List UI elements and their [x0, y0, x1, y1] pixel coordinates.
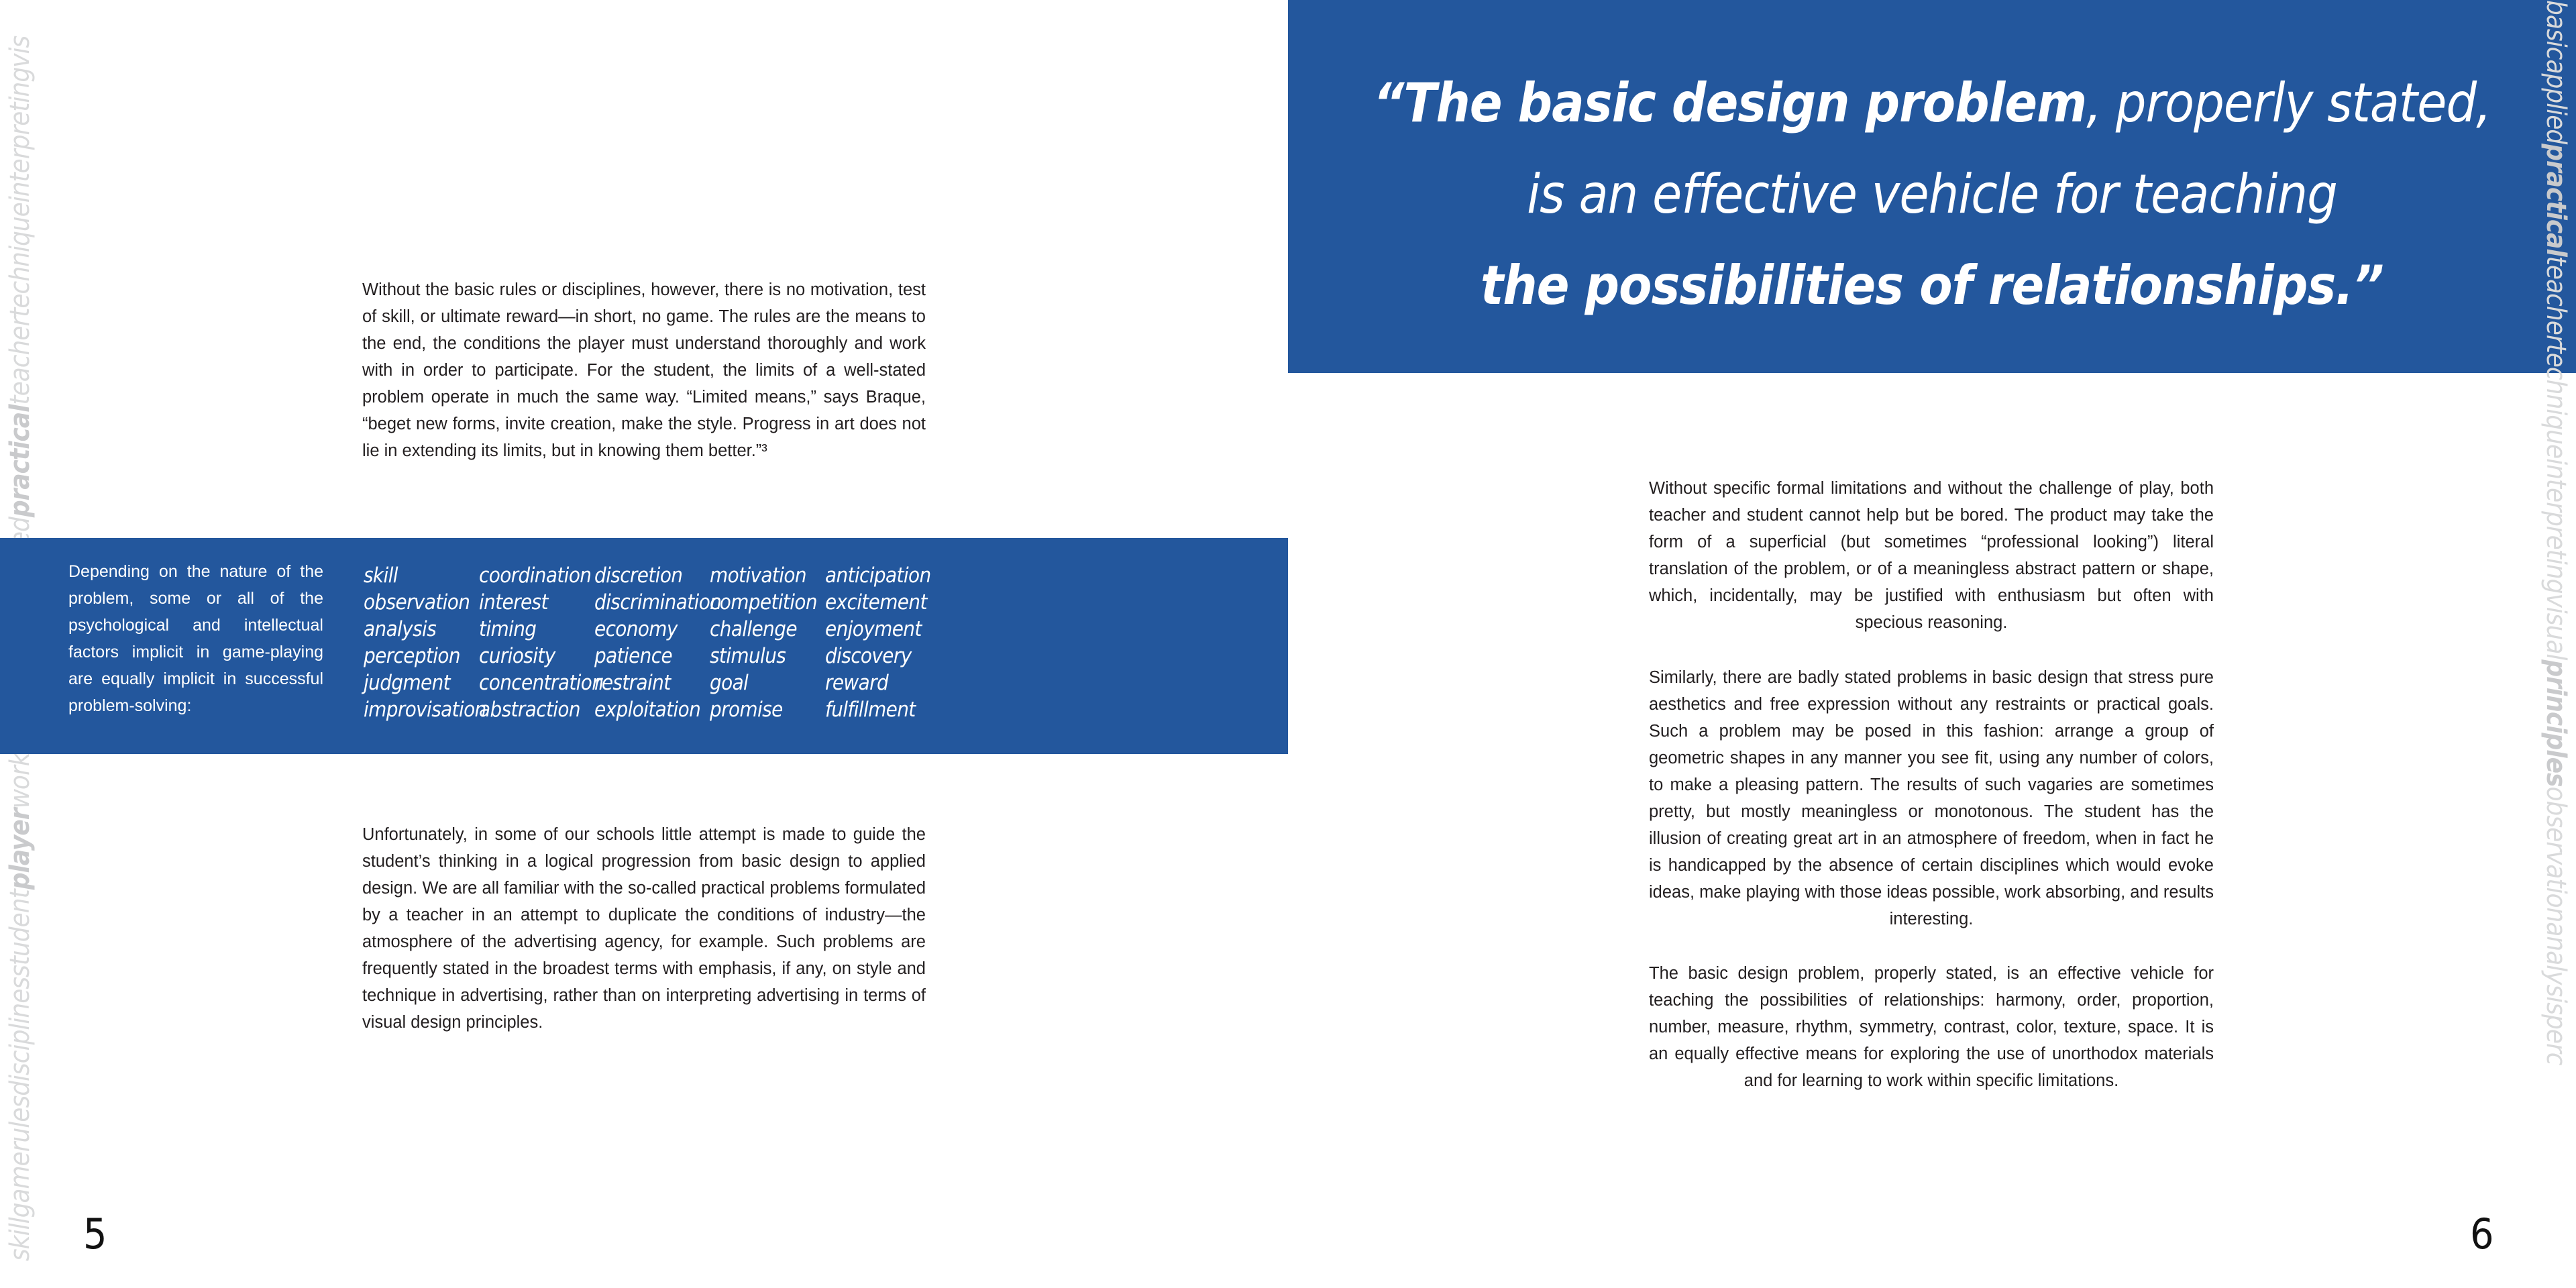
page-number-left: 5	[83, 1210, 107, 1258]
left-paragraph-rules: Without the basic rules or disciplines, however, there is no motivation, test of skill, or ultimate reward—in short, no game. The rules are the means to the end, the conditions the player must understand thoroughly and work with in order to participate. For the student, the limits of a well-stated problem operate in much the same way. “Limited means,” says Braque, “beget new forms, invite creation, make the style. Progress in art does not lie in extending its limits, but in knowing them better.”³	[362, 280, 926, 460]
factors-column	[479, 562, 604, 723]
right-margin-word-strip-text	[2542, 0, 2569, 1065]
factor-word: timing	[479, 617, 537, 641]
factors-column	[594, 562, 722, 723]
factor-word: perception	[364, 644, 460, 668]
factor-word: stimulus	[710, 644, 786, 668]
right-margin-word-strip	[2536, 0, 2576, 1288]
factor-word: economy	[594, 617, 678, 641]
pull-quote	[1288, 58, 2576, 331]
factors-word-grid	[364, 562, 941, 723]
strip-highlight-player: player	[5, 808, 36, 890]
strip-text-after: observationanalysisperc	[2540, 786, 2571, 1065]
factor-word: abstraction	[479, 698, 580, 722]
strip-text-after: teachertechniqueinterpretingvis	[5, 36, 36, 405]
factor-word: discovery	[825, 644, 912, 668]
factor-word: analysis	[364, 617, 437, 641]
strip-text-before: skillgamerulesdisciplinesstudent	[5, 890, 36, 1261]
factor-word: curiosity	[479, 644, 555, 668]
factors-column	[364, 562, 486, 723]
strip-highlight-practical: practical	[5, 405, 36, 518]
factors-column	[710, 562, 825, 723]
factor-word: anticipation	[825, 564, 931, 588]
right-paragraph-basic-design: The basic design problem, properly stated, is an effective vehicle for teaching the possibilities of relationships: harmony, order, proportion, number, measure, rhythm, symmetry, contrast, color, texture, space. It is an equally effective means for exploring the use of unorthodox materials and for learning to work within specific limitations.	[1649, 964, 2214, 1090]
factors-column	[825, 562, 941, 723]
factor-word: competition	[710, 590, 817, 614]
strip-text-middle: teachertechniqueinterpretingvisual	[2540, 256, 2571, 660]
strip-highlight-practical: practical	[2540, 144, 2571, 256]
pull-quote-line-3-bold: the possibilities of relationships.”	[1480, 254, 2384, 317]
factor-word: enjoyment	[825, 617, 922, 641]
factor-word: interest	[479, 590, 548, 614]
factor-word: goal	[710, 671, 749, 695]
factor-word: motivation	[710, 564, 806, 588]
pull-quote-line-1	[1288, 58, 2576, 149]
strip-highlight-principles: principles	[2540, 659, 2571, 787]
right-page	[1288, 0, 2576, 1288]
factors-intro-text: Depending on the nature of the problem, some or all of the psychological and intellectual factors implicit in game-playing are equally implicit in successful problem-solving:	[68, 562, 323, 715]
factor-word: coordination	[479, 564, 592, 588]
factor-word: concentration	[479, 671, 604, 695]
factor-word: exploitation	[594, 698, 701, 722]
factor-word: reward	[825, 671, 889, 695]
right-paragraph-badly-stated: Similarly, there are badly stated problems in basic design that stress pure aesthetics and free expression without any restraints or practical goals. Such a problem may be posed in this fashion: arrange a group of geometric shapes in any manner you see fit, using any number of colors, to make a pleasing pattern. The results of such vagaries are sometimes pretty, but mostly meaningless or monotonous. The student has the illusion of creating great art in an atmosphere of freedom, when in fact he is handicapped by the absence of certain disciplines which would evoke ideas, make playing with those ideas possible, work absorbing, and results interesting.	[1649, 668, 2214, 928]
right-paragraph-limitations: Without specific formal limitations and without the challenge of play, both teacher and student cannot help but be bored. The product may take the form of a superficial (but sometimes “professional looking”) literal translation of the problem, or of a meaningless abstract pattern or shape, which, incidentally, may be justified with enthusiasm but often with specious reasoning.	[1649, 479, 2214, 632]
factor-word: discrimination	[594, 590, 722, 614]
factor-word: skill	[364, 564, 398, 588]
pull-quote-line-3	[1288, 240, 2576, 331]
factor-word: observation	[364, 590, 470, 614]
pull-quote-band	[1288, 0, 2576, 373]
factor-word: improvisation	[364, 698, 486, 722]
factor-word: challenge	[710, 617, 797, 641]
factor-word: judgment	[364, 671, 450, 695]
pull-quote-line-2: is an effective vehicle for teaching	[1527, 163, 2337, 225]
left-paragraph-schools: Unfortunately, in some of our schools little attempt is made to guide the student’s thinking in a logical progression from basic design to applied design. We are all familiar with the so-called practical problems formulated by a teacher in an attempt to duplicate the conditions of industry—the atmosphere of the advertising agency, for example. Such problems are frequently stated in the broadest terms with emphasis, if any, on style and technique in advertising, rather than on interpreting advertising in terms of visual design principles.	[362, 825, 926, 1032]
pull-quote-line-1-rest: , properly stated,	[2086, 72, 2491, 134]
factor-word: excitement	[825, 590, 927, 614]
factors-band	[0, 538, 1288, 754]
factor-word: promise	[710, 698, 783, 722]
factor-word: discretion	[594, 564, 683, 588]
factor-word: patience	[594, 644, 673, 668]
factor-word: fulfillment	[825, 698, 916, 722]
strip-text-before: basicapplied	[2540, 0, 2571, 144]
factor-word: restraint	[594, 671, 671, 695]
pull-quote-line-1-bold: “The basic design problem	[1373, 72, 2087, 134]
page-number-right: 6	[2470, 1210, 2494, 1258]
